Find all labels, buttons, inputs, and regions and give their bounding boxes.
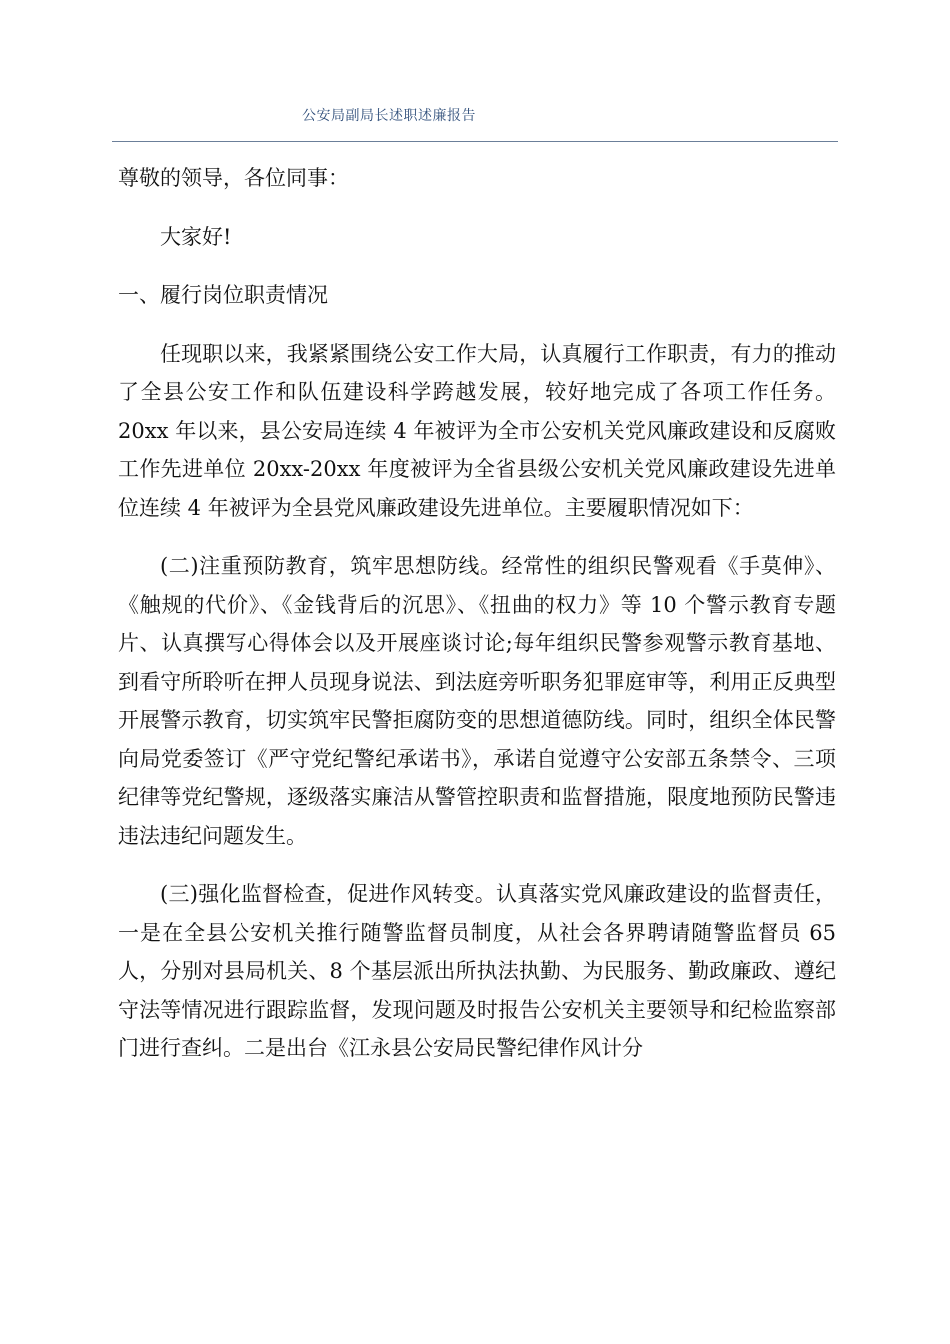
paragraph-prevention-education: (二)注重预防教育，筑牢思想防线。经常性的组织民警观看《手莫伸》、《触规的代价》、《金钱背后的沉思》、《扭曲的权力》等 10 个警示教育专题片、认真撰写心得体会以及开展座谈讨论;每年组织民警参观警示教育基地、到看守所聆听在押人员现身说法、到法庭旁听职务犯罪庭审等，利用正反典型开展警示教育，切实筑牢民警拒腐防变的思想道德防线。同时，组织全体民警向局党委签订《严守党纪警纪承诺书》，承诺自觉遵守公安部五条禁令、三项纪律等党纪警规，逐级落实廉洁从警管控职责和监督措施，限度地预防民警违违法违纪问题发生。 (118, 554, 836, 848)
header-title: 公安局副局长述职述廉报告 (302, 108, 476, 124)
page-header (112, 98, 838, 144)
document-body (118, 159, 836, 1068)
paragraph-supervision-inspection: (三)强化监督检查，促进作风转变。认真落实党风廉政建设的监督责任，一是在全县公安机关推行随警监督员制度，从社会各界聘请随警监督员 65 人，分别对县局机关、8 个基层派出所执法执勤、为民服务、勤政廉政、遵纪守法等情况进行跟踪监督，发现问题及时报告公安机关主要领导和纪检监察部门进行查纠。二是出台《江永县公安局民警纪律作风计分 (118, 882, 836, 1060)
section-heading: 一、履行岗位职责情况 (118, 283, 328, 307)
greeting: 大家好! (160, 224, 232, 249)
paragraph-intro: 任现职以来，我紧紧围绕公安工作大局，认真履行工作职责，有力的推动了全县公安工作和队伍建设科学跨越发展，较好地完成了各项工作任务。20xx 年以来，县公安局连续 4 年被评为全市公安机关党风廉政建设和反腐败工作先进单位 20xx-20xx 年度被评为全省县级公安机关党风廉政建设先进单位连续 4 年被评为全县党风廉政建设先进单位。主要履职情况如下： (118, 341, 836, 520)
salutation: 尊敬的领导，各位同事： (118, 166, 349, 190)
header-divider (112, 141, 838, 142)
